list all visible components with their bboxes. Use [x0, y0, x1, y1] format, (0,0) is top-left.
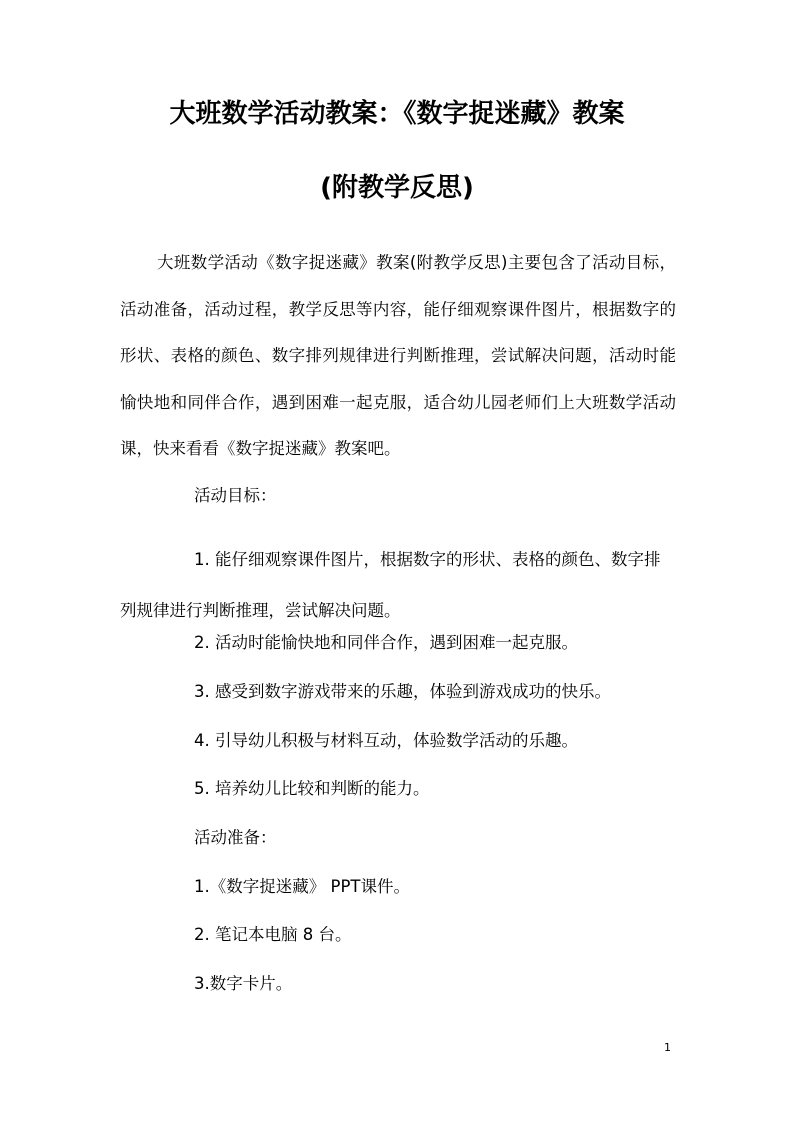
intro-paragraph: 大班数学活动《数字捉迷藏》教案(附教学反思)主要包含了活动目标，活动准备，活动过程，教学反思等内容，能仔细观察课件图片，根据数字的形状、表格的颜色、数字排列规律进行判断推理，尝试解决问题，活动时能愉快地和同伴合作，遇到困难一起克服，适合幼儿园老师们上大班数学活动课，快来看看《数字捉迷藏》教案吧。 — [120, 253, 676, 458]
goal-item: 3. 感受到数字游戏带来的乐趣，体验到游戏成功的快乐。 — [194, 682, 611, 701]
prep-item: 1.《数字捉迷藏》 PPT课件。 — [194, 877, 410, 896]
goal-item: 4. 引导幼儿积极与材料互动，体验数学活动的乐趣。 — [194, 731, 578, 750]
goal-item: 1. 能仔细观察课件图片，根据数字的形状、表格的颜色、数字排列规律进行判断推理，尝试解决问题。 — [120, 550, 661, 620]
document-title: 大班数学活动教案：《数字捉迷藏》教案 — [169, 99, 625, 129]
prep-item: 3.数字卡片。 — [194, 974, 293, 993]
page-number: 1 — [664, 1041, 671, 1054]
document-subtitle: (附教学反思) — [320, 173, 474, 203]
prep-item: 2. 笔记本电脑 8 台。 — [194, 925, 352, 944]
prep-heading: 活动准备： — [194, 828, 277, 847]
goal-item: 2. 活动时能愉快地和同伴合作，遇到困难一起克服。 — [194, 633, 578, 652]
goal-item: 5. 培养幼儿比较和判断的能力。 — [194, 779, 430, 798]
goals-heading: 活动目标： — [194, 486, 277, 505]
